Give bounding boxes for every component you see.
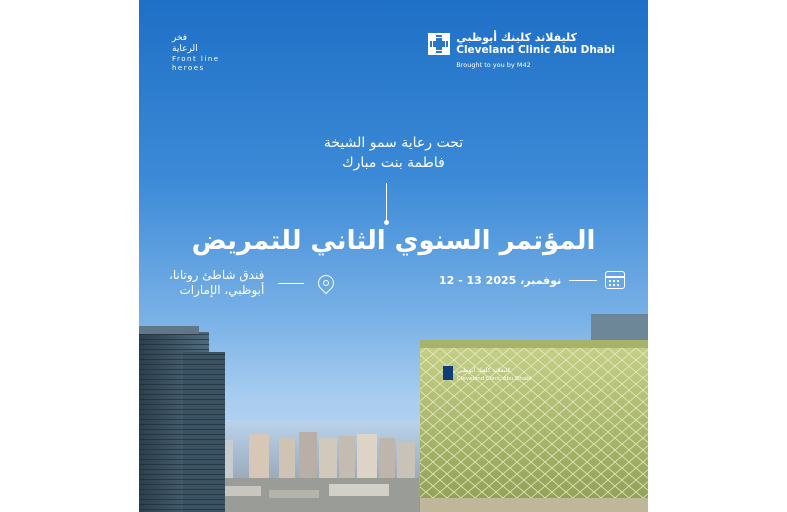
building-sign-arabic: كليفلاند كلينك أبوظبي — [457, 367, 511, 374]
patronage-line-1: تحت رعاية سمو الشيخة — [323, 135, 464, 151]
brand-name-arabic: كليفلاند كلينك أبوظبي — [456, 31, 577, 44]
brand-tagline: Brought to you by M42 — [456, 61, 531, 69]
location-pin-icon — [315, 272, 338, 295]
brand-name-english: Cleveland Clinic Abu Dhabi — [456, 44, 615, 56]
venue-line-1: فندق شاطئ روتانا، — [169, 268, 265, 282]
calendar-icon — [605, 271, 625, 289]
cleveland-clinic-logo — [428, 31, 615, 71]
event-poster — [139, 0, 648, 512]
patronage-line-2: فاطمة بنت مبارك — [342, 155, 445, 171]
venue-block — [169, 268, 334, 298]
logo-line-3: Front line — [172, 55, 220, 63]
event-title: المؤتمر السنوي الثاني للتمريض — [191, 226, 596, 256]
venue-dash — [278, 283, 304, 284]
city-skyline-image — [139, 300, 648, 512]
logo-line-1: فخر — [172, 33, 188, 43]
logo-line-2: الرعاية — [172, 44, 198, 54]
logo-line-4: heroes — [172, 64, 205, 72]
event-date: 12 - 13 نوفمبر، 2025 — [439, 273, 562, 287]
cleveland-clinic-cross-icon — [428, 33, 450, 55]
patronage-text — [139, 133, 648, 173]
date-block — [439, 271, 625, 289]
building-sign-english: Cleveland Clinic Abu Dhabi — [457, 376, 532, 382]
frontline-heroes-logo — [172, 33, 244, 73]
date-dash — [569, 280, 597, 281]
divider-line — [386, 183, 387, 223]
venue-line-2: أبوظبي، الإمارات — [179, 283, 265, 297]
